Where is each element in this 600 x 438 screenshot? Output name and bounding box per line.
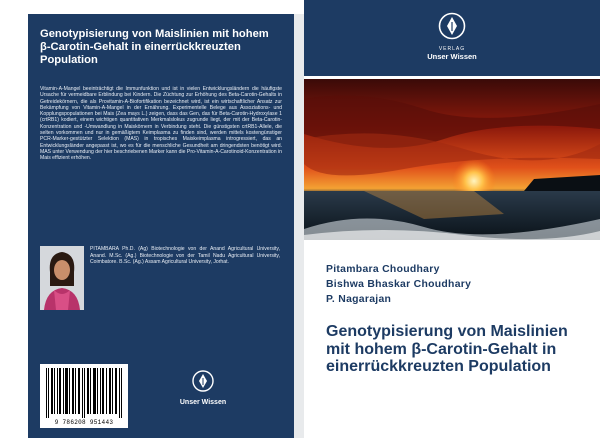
book-spine: [294, 14, 304, 438]
pen-nib-emblem-icon: [438, 12, 466, 40]
author-bio: PITAMBARA Ph.D. (Ag) Biotechnologie von der Anand Agricultural University, Anand. M.Sc. (Ag.) Biotechnologie von der Tamil Nadu Agricultural University, Coimbatore. B.Sc. (Ag.) Assam Agricultural University, Jorhat.: [90, 246, 280, 266]
author-name: Bishwa Bhaskar Choudhary: [326, 279, 472, 290]
front-header-band: [304, 0, 600, 76]
back-cover: [28, 14, 294, 438]
author-list: [326, 262, 586, 307]
author-photo: [40, 246, 84, 310]
author-name: P. Nagarajan: [326, 294, 392, 305]
isbn-number: 9 786208 951443: [54, 419, 114, 426]
sunset-sea-cover-image: [304, 79, 600, 240]
front-cover-title: Genotypisierung von Maislinien mit hohem β-Carotin-Gehalt in einerrückkreuzten Population: [326, 323, 568, 375]
front-cover: [304, 0, 600, 438]
back-cover-abstract: Vitamin-A-Mangel beeinträchtigt die Immunfunktion und ist in vielen Entwicklungsländern die häufigste Ursache für vermeidbare Erblindung bei Kindern. Die Züchtung zur Erhöhung des Beta-Carotin-Gehalts in Getreidekörnern, die als Provitamin-A-Biofortifikation bezeichnet wird, ist ein wirtschaftlicher Ansatz zur Bekämpfung von Vitamin-A-Mangel in der Ernährung. Experimentelle Belege aus Assoziations- und Kopplungspopulationen bei Mais (Zea mays L.) zeigen, dass das Gen, das für Beta-Carotin-Hydroxylase 1 (crtRB1) kodiert, einem wichtigen quantitativen Merkmalslokus zugrunde liegt, der mit der Beta-Carotin-Konzentration und -Umwandlung in Maiskörnern in Verbindung steht. Die günstigsten crtRB1-Allele, die selten vorkommen und nur in gemäßigtem Keimplasma zu finden sind, werden mittels kostengünstiger PCR-Marker-gestützter Selektion (MAS) in tropisches Maiskeimplasma introgressiert, das an Entwicklungsländer angepasst ist, wo es für die menschliche Gesundheit am dringendsten benötigt wird. MAS unter Verwendung der hier beschriebenen Marker kann die Pro-Vitamin-A-Carotinoid-Konzentration in Mais effizient erhöhen.: [40, 86, 282, 162]
author-name: Pitambara Choudhary: [326, 264, 440, 275]
back-publisher-logo: [178, 370, 228, 406]
back-publisher-name: Unser Wissen: [179, 399, 227, 406]
front-publisher-logo: [422, 12, 482, 61]
pen-nib-emblem-icon: [192, 370, 214, 392]
front-publisher-name: Unser Wissen: [427, 52, 477, 61]
isbn-barcode: [40, 364, 128, 428]
verlag-label: VERLAG: [438, 46, 466, 52]
back-cover-title: Genotypisierung von Maislinien mit hohem β-Carotin-Gehalt in einerrückkreuzten Population: [40, 28, 269, 66]
